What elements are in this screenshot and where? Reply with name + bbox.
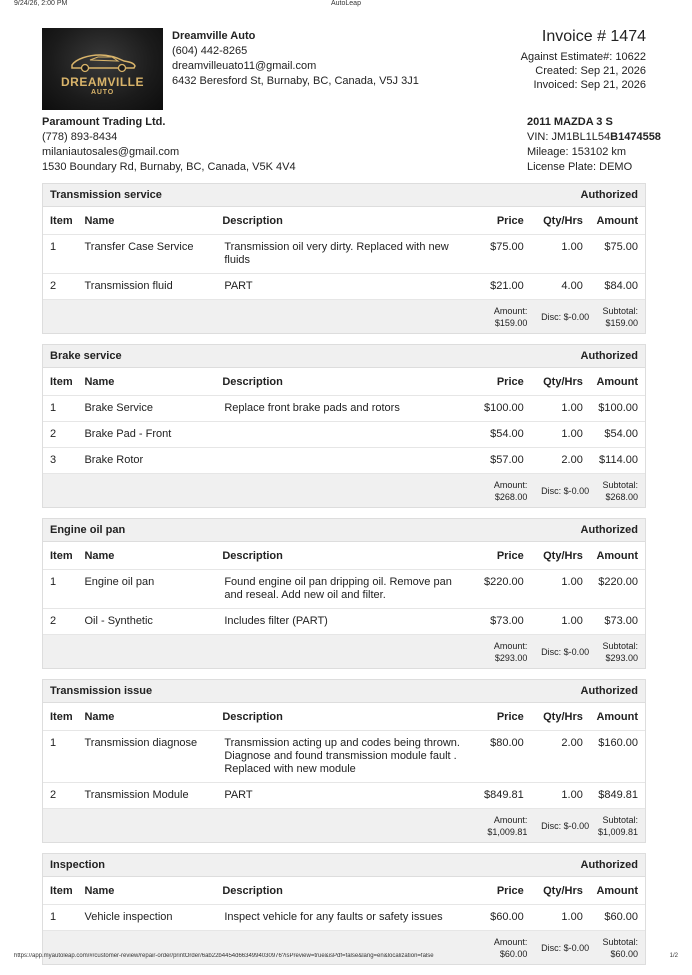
- vehicle-mileage: Mileage: 153102 km: [527, 146, 627, 158]
- summary-subtotal: Subtotal: $60.00: [602, 936, 638, 959]
- shop-logo: [42, 28, 163, 110]
- item-no: 1: [50, 402, 57, 414]
- col-price: Price: [496, 710, 524, 723]
- shop-info: [172, 29, 419, 89]
- summary-discount: Disc: $-0.00: [541, 311, 590, 322]
- item-price: $54.00: [490, 428, 524, 440]
- customer-name: Paramount Trading Ltd.: [42, 116, 166, 128]
- item-no: 2: [50, 428, 57, 440]
- vehicle-name: 2011 MAZDA 3 S: [527, 116, 613, 128]
- print-title: AutoLeap: [331, 0, 361, 7]
- shop-name: Dreamville Auto: [172, 30, 256, 42]
- item-amount: $84.00: [604, 280, 638, 292]
- item-price: $73.00: [490, 615, 524, 627]
- section-summary: [43, 635, 645, 668]
- col-name: Name: [84, 884, 115, 897]
- customer-address: 1530 Boundary Rd, Burnaby, BC, Canada, V5K 4V4: [42, 161, 296, 173]
- item-name: Transmission diagnose: [84, 737, 198, 749]
- logo-text: DREAMVILLE: [61, 74, 144, 89]
- item-no: 1: [50, 576, 57, 588]
- invoice-title: Invoice # 1474: [541, 28, 646, 45]
- table-row: [43, 609, 645, 635]
- item-qty: 1.00: [561, 576, 583, 588]
- section-title: Brake service: [50, 350, 122, 362]
- col-price: Price: [496, 884, 524, 897]
- invoice-invoiced: Invoiced: Sep 21, 2026: [533, 79, 646, 91]
- section-title: Transmission service: [50, 189, 162, 201]
- item-amount: $60.00: [604, 911, 638, 923]
- service-section: [42, 518, 646, 669]
- section-status: Authorized: [580, 189, 638, 201]
- col-name: Name: [84, 549, 115, 562]
- item-description: Inspect vehicle for any faults or safety issues: [224, 911, 443, 923]
- col-amount: Amount: [596, 214, 638, 227]
- section-status: Authorized: [580, 685, 638, 697]
- section-header: [43, 345, 645, 368]
- col-qty: Qty/Hrs: [543, 214, 583, 227]
- item-amount: $75.00: [604, 241, 638, 253]
- item-qty: 2.00: [561, 737, 583, 749]
- col-item: Item: [50, 710, 73, 723]
- col-description: Description: [222, 884, 283, 897]
- table-row: [43, 422, 645, 448]
- invoice-created: Created: Sep 21, 2026: [535, 65, 646, 77]
- col-amount: Amount: [596, 710, 638, 723]
- item-amount: $849.81: [598, 789, 638, 801]
- item-name: Transfer Case Service: [84, 241, 194, 253]
- item-description: Found engine oil pan dripping oil. Remove pan and reseal. Add new oil and filter.: [224, 576, 452, 601]
- summary-amount: Amount: $1,009.81: [487, 814, 528, 837]
- vehicle-info: [527, 115, 661, 175]
- summary-amount: Amount: $159.00: [493, 305, 528, 328]
- invoice-estimate: Against Estimate#: 10622: [520, 51, 646, 63]
- print-page-number: 1/2: [669, 953, 678, 959]
- item-no: 2: [50, 280, 57, 292]
- item-amount: $100.00: [598, 402, 638, 414]
- summary-amount: Amount: $268.00: [493, 479, 528, 502]
- col-price: Price: [496, 214, 524, 227]
- item-qty: 2.00: [561, 454, 583, 466]
- item-price: $60.00: [490, 911, 524, 923]
- item-qty: 1.00: [561, 911, 583, 923]
- item-price: $849.81: [484, 789, 524, 801]
- section-summary: [43, 809, 645, 842]
- col-description: Description: [222, 375, 283, 388]
- col-qty: Qty/Hrs: [543, 549, 583, 562]
- service-section: [42, 679, 646, 843]
- table-header: [43, 703, 645, 731]
- vin-prefix: VIN: JM1BL1L54: [527, 131, 611, 143]
- table-row: [43, 905, 645, 931]
- summary-amount: Amount: $60.00: [493, 936, 528, 959]
- section-status: Authorized: [580, 524, 638, 536]
- item-amount: $54.00: [604, 428, 638, 440]
- summary-discount: Disc: $-0.00: [541, 485, 590, 496]
- item-description: PART: [224, 280, 253, 292]
- section-summary: [43, 300, 645, 333]
- item-price: $21.00: [490, 280, 524, 292]
- item-price: $100.00: [484, 402, 524, 414]
- item-no: 1: [50, 911, 57, 923]
- section-header: [43, 854, 645, 877]
- shop-address: 6432 Beresford St, Burnaby, BC, Canada, V5J 3J1: [172, 75, 419, 87]
- shop-phone: (604) 442-8265: [172, 45, 248, 57]
- invoice-info: [521, 27, 646, 92]
- print-footer: [0, 950, 692, 960]
- section-title: Inspection: [50, 859, 106, 871]
- service-section: [42, 853, 646, 965]
- item-description: Transmission acting up and codes being thrown. Diagnose and found transmission module fault . Replaced with new module: [224, 737, 460, 775]
- print-header: [0, 0, 692, 10]
- summary-discount: Disc: $-0.00: [541, 942, 590, 953]
- item-description: Transmission oil very dirty. Replaced with new fluids: [224, 241, 449, 266]
- item-qty: 1.00: [561, 615, 583, 627]
- customer-info: [42, 115, 296, 175]
- col-description: Description: [222, 214, 283, 227]
- item-description: Includes filter (PART): [224, 615, 328, 627]
- service-section: [42, 183, 646, 334]
- customer-email: milaniautosales@gmail.com: [42, 146, 180, 158]
- section-header: [43, 680, 645, 703]
- item-description: Replace front brake pads and rotors: [224, 402, 400, 414]
- vehicle-plate: License Plate: DEMO: [527, 161, 633, 173]
- col-qty: Qty/Hrs: [543, 375, 583, 388]
- item-name: Brake Service: [84, 402, 153, 414]
- item-price: $75.00: [490, 241, 524, 253]
- item-description: PART: [224, 789, 253, 801]
- section-summary: [43, 474, 645, 507]
- section-header: [43, 519, 645, 542]
- item-name: Brake Pad - Front: [84, 428, 172, 440]
- table-header: [43, 207, 645, 235]
- item-name: Oil - Synthetic: [84, 615, 153, 627]
- item-qty: 4.00: [561, 280, 583, 292]
- table-row: [43, 235, 645, 274]
- col-description: Description: [222, 710, 283, 723]
- table-header: [43, 877, 645, 905]
- item-qty: 1.00: [561, 241, 583, 253]
- col-item: Item: [50, 884, 73, 897]
- col-name: Name: [84, 375, 115, 388]
- col-name: Name: [84, 710, 115, 723]
- summary-subtotal: Subtotal: $268.00: [602, 479, 638, 502]
- logo-subtext: AUTO: [91, 88, 114, 96]
- table-row: [43, 731, 645, 783]
- section-title: Engine oil pan: [50, 524, 126, 536]
- item-qty: 1.00: [561, 428, 583, 440]
- print-url[interactable]: https://app.myautoleap.com/#/customer-review/repair-order/printOrder/6ab22b4454d6634994030976?isPreview=true&isPdf=false&lang=en&localization=false: [14, 953, 434, 959]
- col-item: Item: [50, 549, 73, 562]
- summary-subtotal: Subtotal: $293.00: [602, 640, 638, 663]
- item-no: 2: [50, 789, 57, 801]
- shop-email: dreamvilleuato11@gmail.com: [172, 60, 317, 72]
- item-name: Brake Rotor: [84, 454, 144, 466]
- customer-phone: (778) 893-8434: [42, 131, 118, 143]
- item-name: Transmission fluid: [84, 280, 173, 292]
- item-qty: 1.00: [561, 402, 583, 414]
- item-no: 3: [50, 454, 57, 466]
- vehicle-vin: [527, 130, 661, 145]
- summary-discount: Disc: $-0.00: [541, 820, 590, 831]
- col-price: Price: [496, 549, 524, 562]
- service-sections: [42, 183, 646, 975]
- col-name: Name: [84, 214, 115, 227]
- item-amount: $220.00: [598, 576, 638, 588]
- item-name: Engine oil pan: [84, 576, 155, 588]
- col-description: Description: [222, 549, 283, 562]
- summary-subtotal: Subtotal: $1,009.81: [597, 814, 638, 837]
- vin-suffix: B1474558: [610, 131, 661, 143]
- table-header: [43, 542, 645, 570]
- item-price: $220.00: [484, 576, 524, 588]
- car-logo-icon: [68, 47, 138, 73]
- table-row: [43, 274, 645, 300]
- section-status: Authorized: [580, 859, 638, 871]
- item-price: $57.00: [490, 454, 524, 466]
- summary-amount: Amount: $293.00: [493, 640, 528, 663]
- section-status: Authorized: [580, 350, 638, 362]
- col-amount: Amount: [596, 549, 638, 562]
- col-item: Item: [50, 214, 73, 227]
- summary-subtotal: Subtotal: $159.00: [602, 305, 638, 328]
- summary-discount: Disc: $-0.00: [541, 646, 590, 657]
- item-name: Vehicle inspection: [84, 911, 173, 923]
- item-no: 1: [50, 241, 57, 253]
- item-no: 1: [50, 737, 57, 749]
- table-row: [43, 396, 645, 422]
- col-qty: Qty/Hrs: [543, 884, 583, 897]
- item-amount: $160.00: [598, 737, 638, 749]
- section-header: [43, 184, 645, 207]
- col-qty: Qty/Hrs: [543, 710, 583, 723]
- item-no: 2: [50, 615, 57, 627]
- table-row: [43, 570, 645, 609]
- item-price: $80.00: [490, 737, 524, 749]
- col-amount: Amount: [596, 884, 638, 897]
- table-header: [43, 368, 645, 396]
- col-amount: Amount: [596, 375, 638, 388]
- item-qty: 1.00: [561, 789, 583, 801]
- table-row: [43, 448, 645, 474]
- section-title: Transmission issue: [50, 685, 153, 697]
- col-item: Item: [50, 375, 73, 388]
- table-row: [43, 783, 645, 809]
- col-price: Price: [496, 375, 524, 388]
- item-amount: $114.00: [599, 454, 638, 466]
- item-description: [222, 454, 470, 467]
- item-amount: $73.00: [604, 615, 638, 627]
- service-section: [42, 344, 646, 508]
- item-description: [222, 428, 470, 441]
- print-datetime: 9/24/26, 2:00 PM: [14, 0, 68, 7]
- item-name: Transmission Module: [84, 789, 189, 801]
